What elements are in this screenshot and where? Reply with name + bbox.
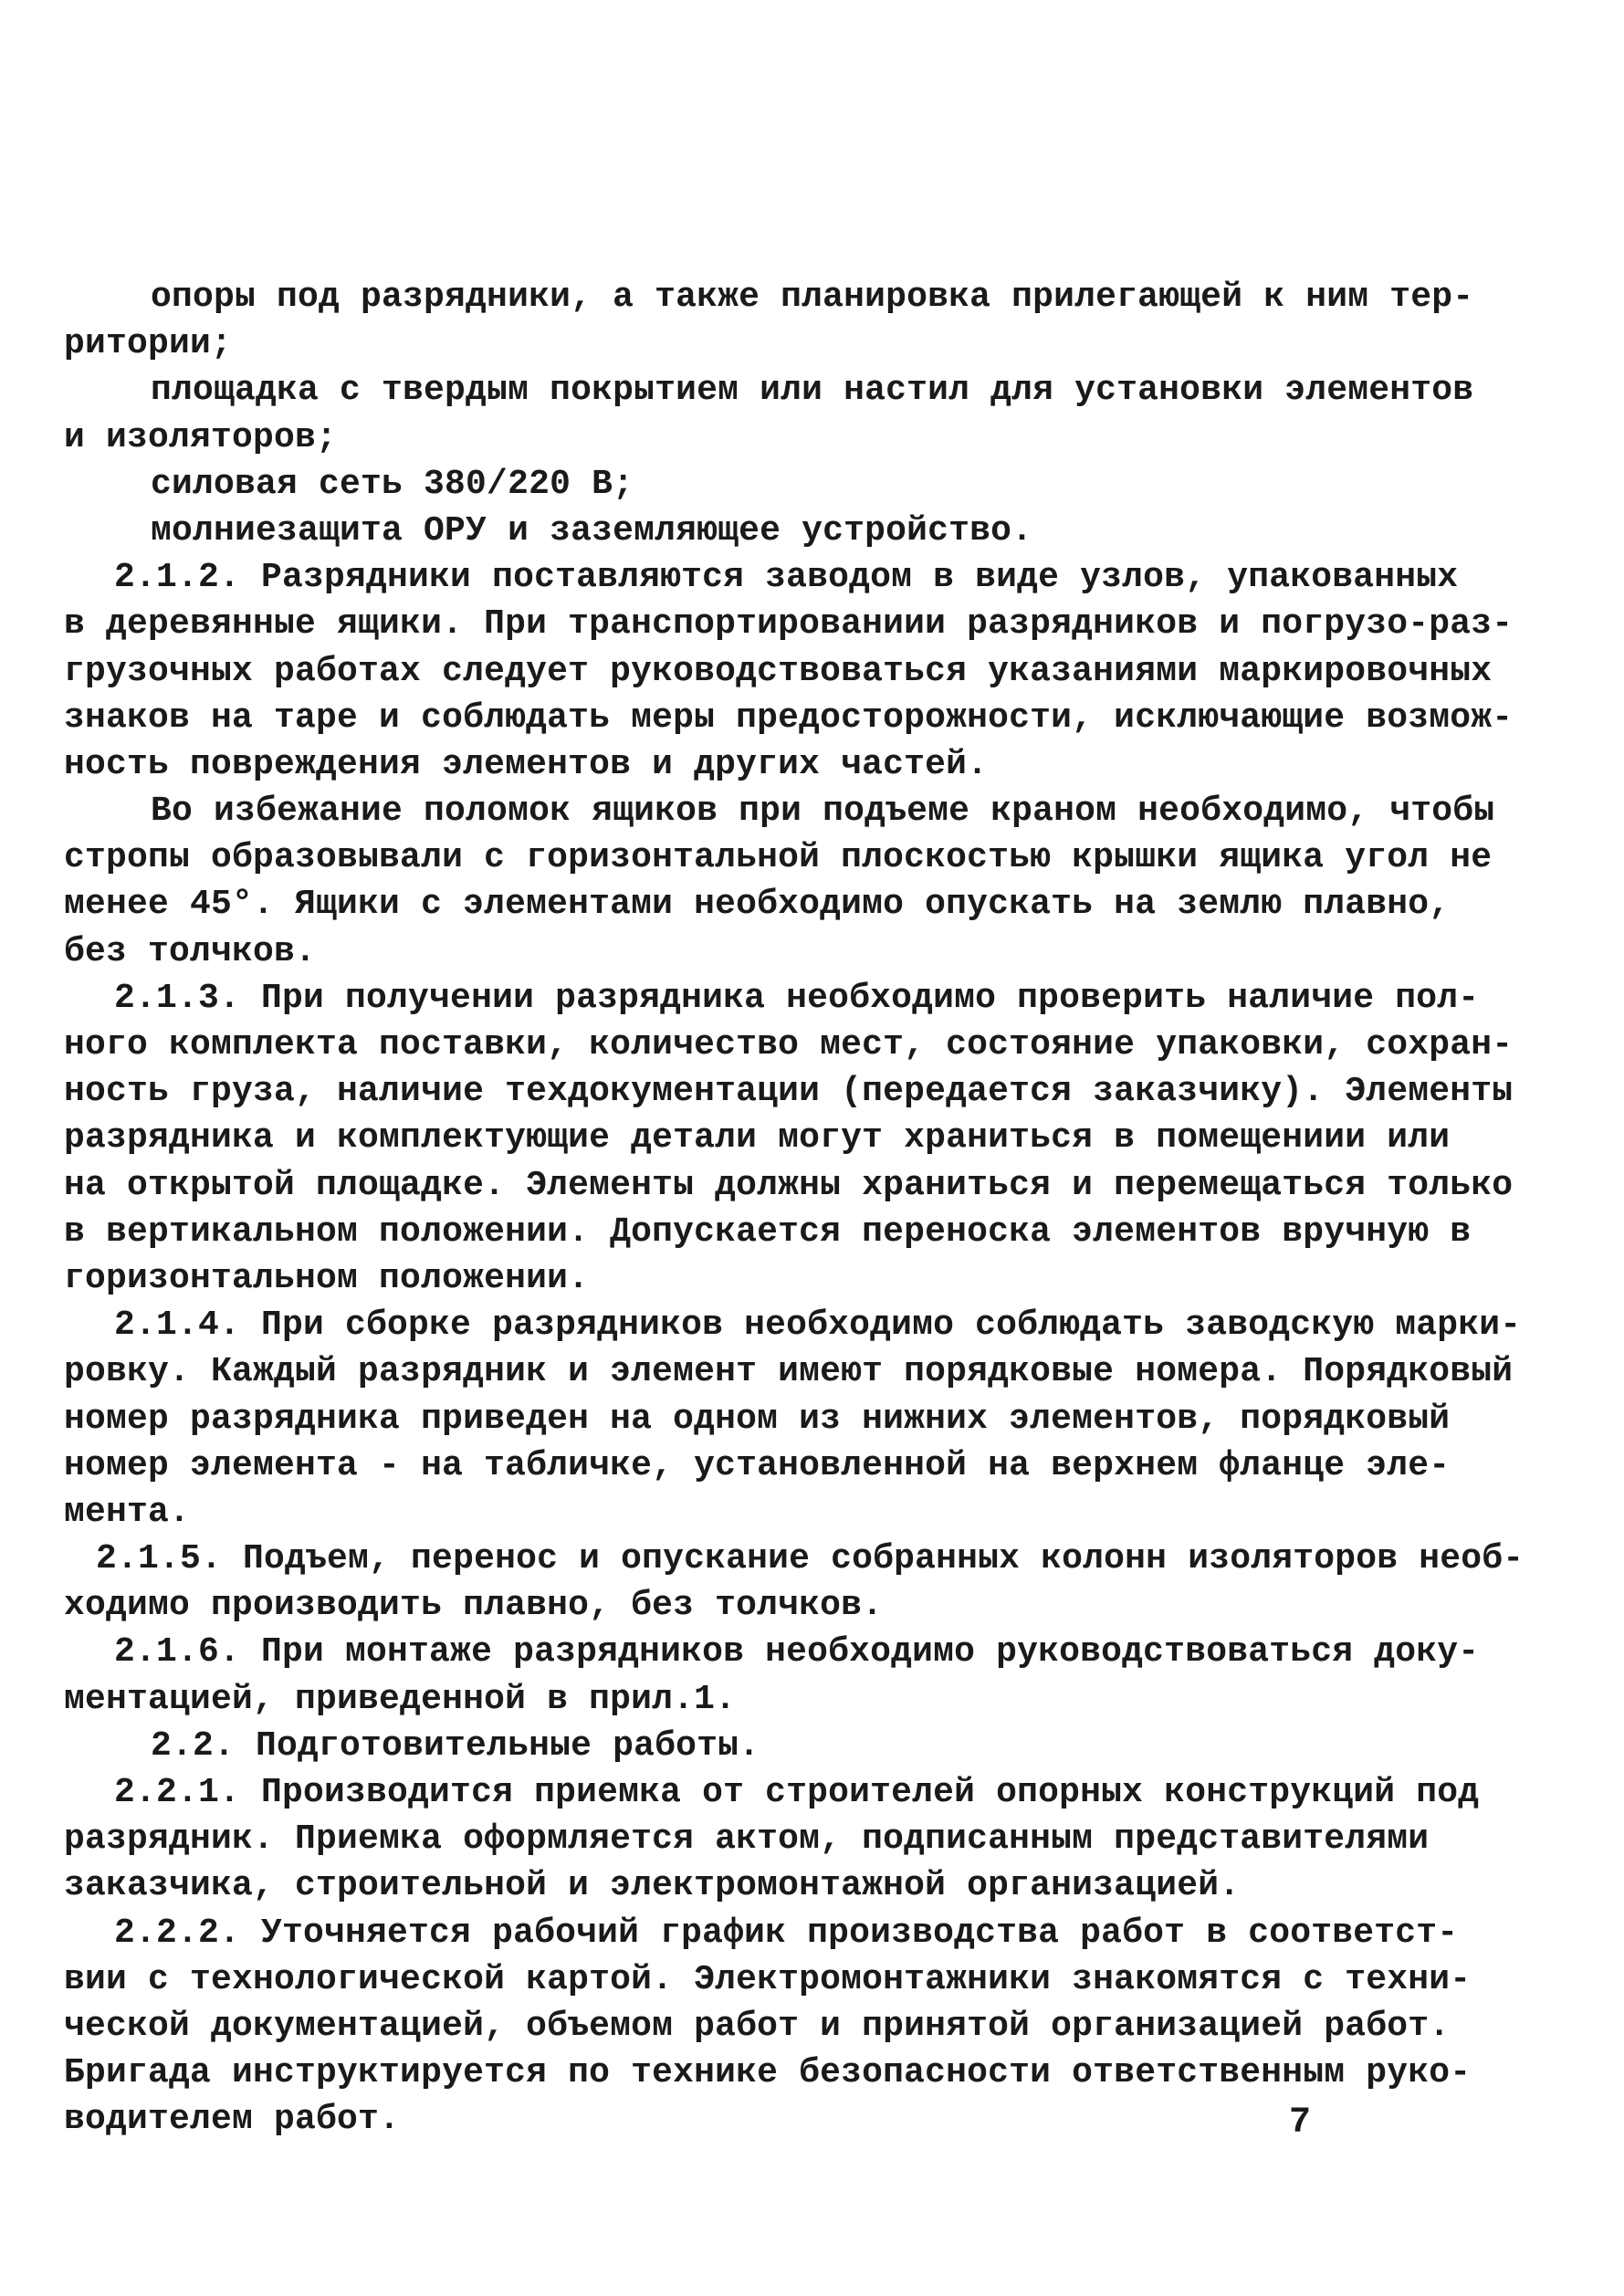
text-line: ритории; [64,324,233,364]
text-line: горизонтальном положении. [64,1258,590,1298]
text-line: без толчков. [64,931,317,971]
text-line: стропы образовывали с горизонтальной плоскостью крышки ящика угол не [64,838,1493,878]
text-line: и изоляторов; [64,417,338,457]
text-line: ного комплекта поставки, количество мест, состояние упаковки, сохран- [64,1025,1514,1064]
text-line: мента. [64,1492,191,1532]
text-line: в вертикальном положении. Допускается переноска элементов вручную в [64,1211,1472,1252]
body-text [64,274,1524,2144]
text-line: водителем работ. [64,2100,401,2140]
text-line: молниезащита ОРУ и заземляющее устройство. [151,510,1033,550]
text-line: Бригада инструктируется по технике безопасности ответственным руко- [64,2053,1472,2093]
text-line: номер элемента - на табличке, установленной на верхнем фланце эле- [64,1445,1451,1485]
text-line: 2.1.4. При сборке разрядников необходимо соблюдать заводскую марки- [114,1305,1522,1346]
text-line: 2.1.2. Разрядники поставляются заводом в виде узлов, упакованных [114,558,1459,598]
text-line: на открытой площадке. Элементы должны храниться и перемещаться только [64,1165,1514,1205]
text-line: вии с технологической картой. Электромонтажники знакомятся с техни- [64,1959,1472,1999]
section-heading: 2.2. Подготовительные работы. [151,1725,760,1766]
text-line: ность повреждения элементов и других частей. [64,744,989,784]
text-line: разрядник. Приемка оформляется актом, подписанным представителями [64,1819,1430,1860]
text-line: разрядника и комплектующие детали могут храниться в помещениии или [64,1118,1451,1158]
text-line: в деревянные ящики. При транспортированиии разрядников и погрузо-раз- [64,604,1514,645]
text-line: ровку. Каждый разрядник и элемент имеют порядковые номера. Порядковый [64,1352,1514,1392]
page-number: 7 [1289,2102,1312,2144]
text-line: ходимо производить плавно, без толчков. [64,1586,884,1626]
text-line: ментацией, приведенной в прил.1. [64,1679,737,1719]
text-line: 2.2.1. Производится приемка от строителей опорных конструкций под [114,1773,1480,1812]
text-line: заказчика, строительной и электромонтажной организацией. [64,1866,1241,1906]
text-line: 2.1.5. Подъем, перенос и опускание собранных колонн изоляторов необ- [96,1539,1524,1579]
text-line: опоры под разрядники, а также планировка прилегающей к ним тер- [151,278,1474,317]
text-line: ческой документацией, объемом работ и принятой организацией работ. [64,2006,1451,2046]
text-line: грузочных работах следует руководствоваться указаниями маркировочных [64,651,1493,691]
text-line: менее 45°. Ящики с элементами необходимо опускать на землю плавно, [64,885,1451,925]
text-line: силовая сеть 380/220 В; [151,464,634,504]
text-line: знаков на таре и соблюдать меры предосторожности, исключающие возмож- [64,697,1514,738]
text-line: 2.1.6. При монтаже разрядников необходимо руководствоваться доку- [114,1632,1480,1672]
text-line: ность груза, наличие техдокументации (передается заказчику). Элементы [64,1072,1514,1112]
text-line: Во избежание поломок ящиков при подъеме краном необходимо, чтобы [151,792,1495,832]
text-line: 2.2.2. Уточняется рабочий график производства работ в соответст- [114,1913,1459,1953]
text-line: номер разрядника приведен на одном из нижних элементов, порядковый [64,1399,1451,1439]
text-line: площадка с твердым покрытием или настил для установки элементов [151,371,1474,411]
text-line: 2.1.3. При получении разрядника необходимо проверить наличие пол- [114,978,1480,1018]
